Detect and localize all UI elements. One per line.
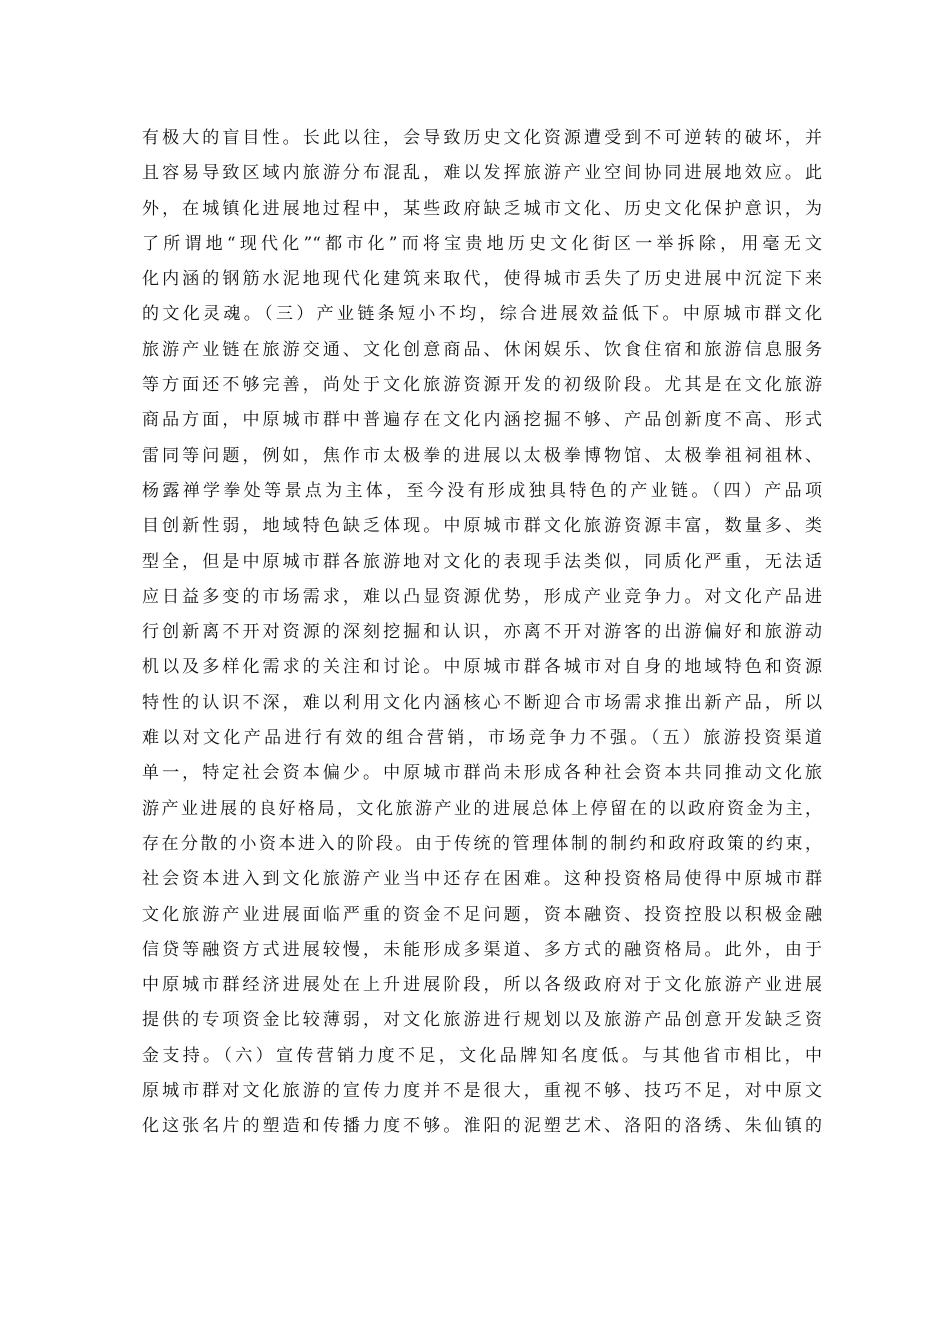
text-line: 外，在城镇化进展地过程中，某些政府缺乏城市文化、历史文化保护意识，为 [142, 198, 822, 219]
text-line: 特性的认识不深，难以利用文化内涵核心不断迎合市场需求推出新产品，所以 [142, 692, 822, 713]
text-line: 型全，但是中原城市群各旅游地对文化的表现手法类似，同质化严重，无法适 [142, 551, 822, 572]
text-line: 单一，特定社会资本偏少。中原城市群尚未形成各种社会资本共同推动文化旅 [142, 763, 822, 784]
text-line: 行创新离不开对资源的深刻挖掘和认识，亦离不开对游客的出游偏好和旅游动 [142, 622, 822, 643]
text-line: 目创新性弱，地域特色缺乏体现。中原城市群文化旅游资源丰富，数量多、类 [142, 516, 822, 537]
text-line: 机以及多样化需求的关注和讨论。中原城市群各城市对自身的地域特色和资源 [142, 657, 822, 678]
text-line: 文化旅游产业进展面临严重的资金不足问题，资本融资、投资控股以积极金融 [142, 904, 822, 925]
text-line: 且容易导致区域内旅游分布混乱，难以发挥旅游产业空间协同进展地效应。此 [142, 163, 822, 184]
text-line: 等方面还不够完善，尚处于文化旅游资源开发的初级阶段。尤其是在文化旅游 [142, 375, 822, 396]
text-line: 应日益多变的市场需求，难以凸显资源优势，形成产业竞争力。对文化产品进 [142, 586, 822, 607]
text-line: 社会资本进入到文化旅游产业当中还存在困难。这种投资格局使得中原城市群 [142, 869, 822, 890]
text-line: 有极大的盲目性。长此以往，会导致历史文化资源遭受到不可逆转的破坏，并 [142, 128, 822, 148]
text-line: 难以对文化产品进行有效的组合营销，市场竞争力不强。（五）旅游投资渠道 [142, 728, 822, 749]
text-line: 金支持。（六）宣传营销力度不足，文化品牌知名度低。与其他省市相比，中 [142, 1045, 822, 1066]
text-line: 信贷等融资方式进展较慢，未能形成多渠道、多方式的融资格局。此外，由于 [142, 939, 822, 960]
text-line: 原城市群对文化旅游的宣传力度并不是很大，重视不够、技巧不足，对中原文 [142, 1081, 822, 1102]
text-line: 化这张名片的塑造和传播力度不够。淮阳的泥塑艺术、洛阳的洛绣、朱仙镇的 [142, 1116, 822, 1137]
text-line: 提供的专项资金比较薄弱，对文化旅游进行规划以及旅游产品创意开发缺乏资 [142, 1010, 822, 1031]
text-line: 中原城市群经济进展处在上升进展阶段，所以各级政府对于文化旅游产业进展 [142, 975, 822, 996]
text-line: 旅游产业链在旅游交通、文化创意商品、休闲娱乐、饮食住宿和旅游信息服务 [142, 339, 822, 360]
text-line: 的文化灵魂。（三）产业链条短小不均，综合进展效益低下。中原城市群文化 [142, 304, 822, 325]
text-line: 雷同等问题，例如，焦作市太极拳的进展以太极拳博物馆、太极拳祖祠祖林、 [142, 445, 822, 466]
text-line: 化内涵的钢筋水泥地现代化建筑来取代，使得城市丢失了历史进展中沉淀下来 [142, 269, 822, 290]
text-line: 了所谓地“现代化”“都市化”而将宝贵地历史文化街区一举拆除，用毫无文 [142, 233, 822, 254]
text-line: 商品方面，中原城市群中普遍存在文化内涵挖掘不够、产品创新度不高、形式 [142, 410, 822, 431]
text-line: 游产业进展的良好格局，文化旅游产业的进展总体上停留在的以政府资金为主， [142, 798, 822, 819]
body-paragraph [142, 121, 822, 1145]
text-line: 杨露禅学拳处等景点为主体，至今没有形成独具特色的产业链。（四）产品项 [142, 480, 822, 501]
text-line: 存在分散的小资本进入的阶段。由于传统的管理体制的制约和政府政策的约束， [142, 833, 822, 854]
